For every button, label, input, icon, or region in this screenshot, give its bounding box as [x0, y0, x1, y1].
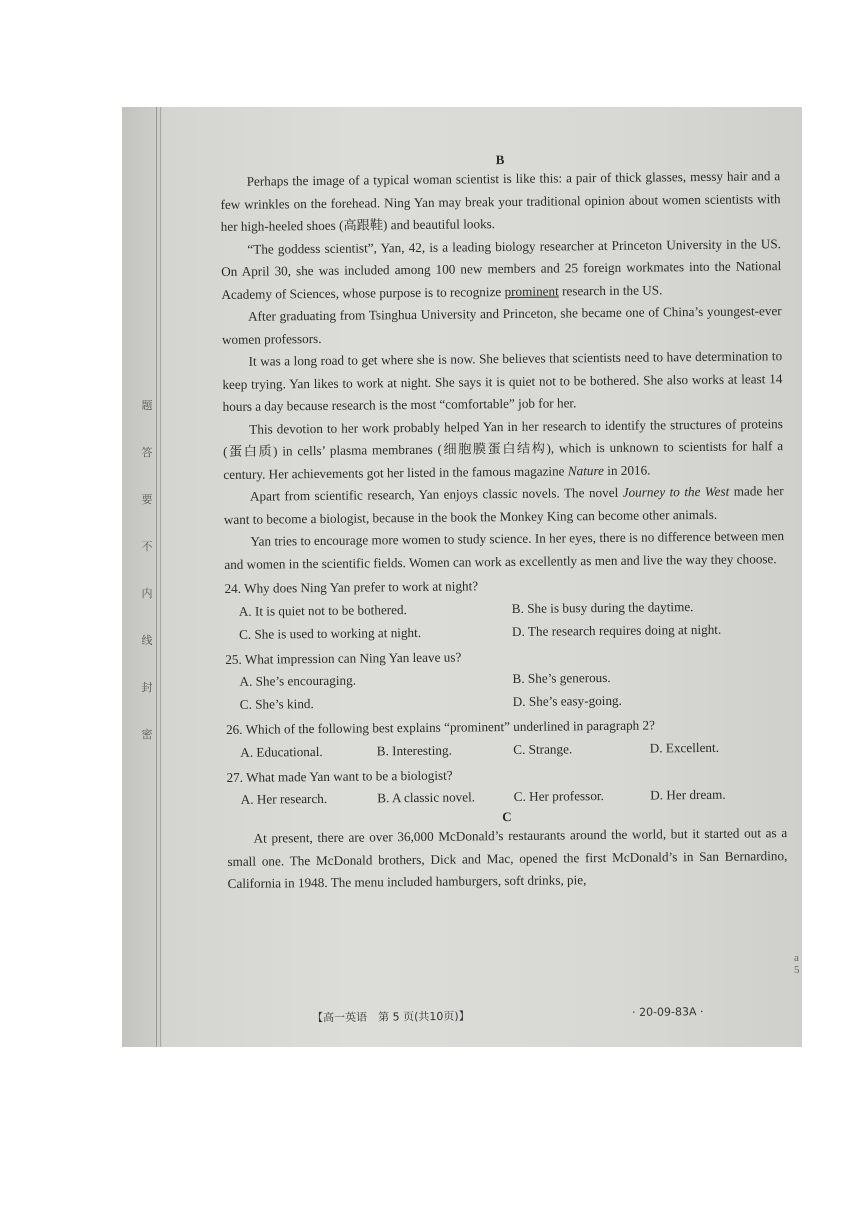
photographed-page: [122, 107, 802, 1047]
question-25: [225, 643, 786, 717]
binding-char: 线: [141, 634, 153, 647]
question-24: [224, 572, 785, 646]
paragraph-1: Perhaps the image of a typical woman scientist is like this: a pair of thick glasses, messy hair and a few wrinkles on the forehead. Ning Yan may break your traditional opinion about women scientists with her high-heeled shoes (高跟鞋) and beautiful looks.: [220, 168, 781, 234]
paragraph-2: [221, 233, 782, 306]
binding-char: 封: [141, 681, 153, 694]
option-b: B. A classic novel.: [377, 789, 476, 806]
novel-title: Journey to the West: [622, 483, 730, 500]
question-27: [226, 761, 786, 812]
edge-char: 5: [794, 964, 800, 976]
paragraph-2-tail: research in the US.: [561, 281, 663, 298]
option-d: D. The research requires doing at night.: [511, 621, 722, 639]
section-c-heading: C: [502, 808, 512, 825]
option-b: B. Interesting.: [376, 742, 452, 758]
option-d: D. Excellent.: [649, 739, 720, 756]
question-options: [239, 595, 785, 647]
option-a: A. Educational.: [240, 743, 323, 760]
binding-char: 内: [141, 587, 153, 600]
section-b-heading: B: [495, 152, 505, 168]
footer-code: · 20-09-83A ·: [631, 1005, 704, 1019]
binding-char: 密: [141, 728, 153, 741]
option-d: D. She’s easy-going.: [512, 692, 622, 709]
binding-char: 要: [141, 493, 153, 506]
binding-notice: [140, 397, 154, 773]
binding-line: [156, 107, 157, 1047]
option-a: A. Her research.: [240, 790, 328, 807]
option-a: A. It is quiet not to be bothered.: [238, 601, 407, 619]
paragraph-6: [223, 480, 783, 531]
right-edge-fragment: [794, 952, 802, 976]
paragraph-3: After graduating from Tsinghua University and Princeton, she became one of China’s youngest-ever women professors.: [221, 303, 782, 347]
question-26: [226, 713, 786, 764]
option-c: C. Strange.: [513, 740, 573, 757]
paragraph-5: [223, 413, 784, 486]
binding-margin: [122, 107, 166, 1047]
paragraph-2-text: “The goddess scientist”, Yan, 42, is a leading biology researcher at Princeton University in the US. On April 30, she was included among 100 new members and 25 foreign workmates into the National Academy of Sciences, whose purpose is to recognize: [221, 235, 782, 302]
paragraph-5-tail: in 2016.: [607, 462, 651, 478]
paragraph-5-text: This devotion to her work probably helped Yan in her research to identify the structures of proteins (蛋白质) in cells’ plasma membranes (细胞膜蛋白结构), which is unknown to scientists for half a century. Her achievements got her listed in the famous magazine: [223, 415, 784, 482]
edge-char: a: [794, 952, 799, 964]
section-c-paragraph: At present, there are over 36,000 McDonald’s restaurants around the world, but it started out as a small one. The McDonald brothers, Dick and Mac, opened the first McDonald’s in San Bernardino, California in 1948. The menu included hamburgers, soft drinks, pie,: [227, 825, 788, 891]
option-c: C. Her professor.: [513, 788, 604, 804]
binding-char: 不: [141, 540, 153, 553]
binding-char: 题: [141, 399, 153, 412]
option-d: D. Her dream.: [650, 786, 726, 803]
page-content: [220, 149, 788, 895]
binding-char: 答: [141, 446, 153, 459]
paragraph-6-tail: made her want to become a biologist, because in the book the Monkey King can become other animals.: [223, 483, 784, 527]
question-stem: 27. What made Yan want to be a biologist?: [226, 767, 453, 785]
paragraph-7: Yan tries to encourage more women to study science. In her eyes, there is no difference between men and women in the scientific fields. Women can work as excellently as men and live the way they choose.: [224, 528, 785, 572]
paragraph-6-text: Apart from scientific research, Yan enjoys classic novels. The novel: [249, 484, 619, 504]
option-b: B. She’s generous.: [512, 669, 611, 686]
option-b: B. She is busy during the daytime.: [511, 598, 694, 616]
option-a: A. She’s encouraging.: [239, 672, 357, 689]
underlined-word: prominent: [504, 282, 559, 299]
footer-page-info: 【高一英语 第 5 页(共10页)】: [312, 1009, 470, 1025]
question-stem: 26. Which of the following best explains “prominent” underlined in paragraph 2?: [225, 717, 656, 737]
question-stem: 25. What impression can Ning Yan leave us?: [225, 649, 462, 667]
option-c: C. She’s kind.: [239, 696, 314, 712]
binding-line: [160, 107, 161, 1047]
paragraph-4: It was a long road to get where she is now. She believes that scientists need to have determination to keep trying. Yan likes to work at night. She says it is quiet not to be bothered. She also works at least 14 hours a day because research is the most “comfortable” job for her.: [222, 348, 783, 414]
magazine-title: Nature: [567, 462, 605, 478]
question-stem: 24. Why does Ning Yan prefer to work at night?: [224, 578, 479, 596]
exam-page: [162, 107, 802, 1047]
question-options: [240, 736, 786, 765]
option-c: C. She is used to working at night.: [238, 624, 422, 642]
question-options: [239, 665, 785, 717]
